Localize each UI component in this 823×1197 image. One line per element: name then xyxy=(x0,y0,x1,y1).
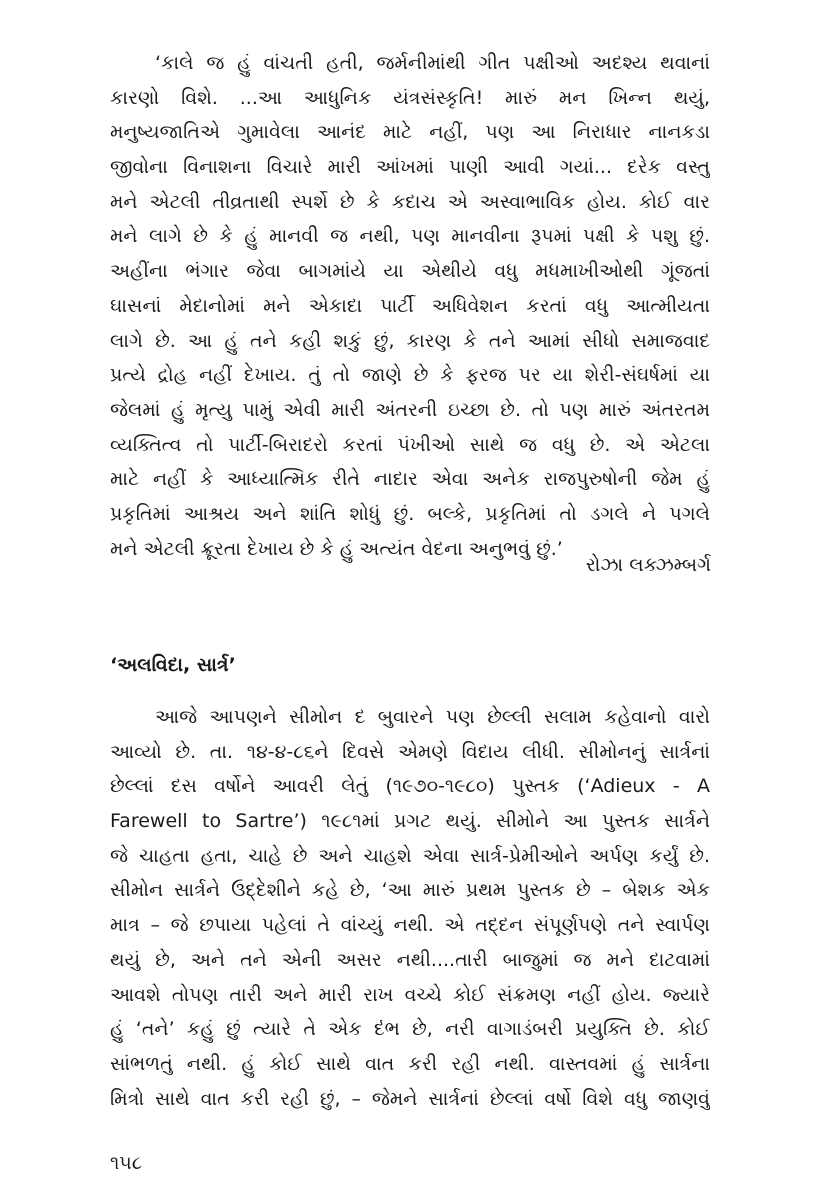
quote-line: જીવોના વિનાશના વિચારે મારી આંખમાં પાણી આવી ગયાં... દરેક વસ્તુ xyxy=(110,156,710,179)
quote-line: પ્રત્યે દ્રોહ નહીં દેખાય. તું તો જાણે છે કે ફરજ પર યા શેરી-સંઘર્ષમાં યા xyxy=(110,364,710,387)
quote-line: કારણો વિશે. ...આ આધુનિક યંત્રસંસ્કૃતિ! મારું મન ખિન્ન થયું, xyxy=(110,86,710,109)
body-line: આજે આપણને સીમોન દ બુવારને પણ છેલ્લી સલામ કહેવાનો વારો xyxy=(155,706,710,728)
quote-line: જેલમાં હું મૃત્યુ પામું એવી મારી અંતરની ઇચ્છા છે. તો પણ મારું અંતરતમ xyxy=(110,398,710,421)
quote-line: લાગે છે. આ હું તને કહી શકું છું, કારણ કે તને આમાં સીધો સમાજવાદ xyxy=(110,329,710,352)
quote-line: વ્યક્તિત્વ તો પાર્ટી-બિરાદરો કરતાં પંખીઓ સાથે જ વધુ છે. એ એટલા xyxy=(110,433,710,456)
quote-line: ઘાસનાં મેદાનોમાં મને એકાદા પાર્ટી અધિવેશન કરતાં વધુ આત્મીયતા xyxy=(110,294,710,317)
quote-line: મને એટલી ક્રૂરતા દેખાય છે કે હું અત્યંત વેદના અનુભવું છું.’ xyxy=(110,537,563,560)
body-line: સીમોન સાર્ત્રને ઉદ્દેશીને કહે છે, ‘આ મારું પ્રથમ પુસ્તક છે – બેશક એક xyxy=(110,879,710,902)
quote-line: ‘કાલે જ હું વાંચતી હતી, જર્મનીમાંથી ગીત પક્ષીઓ અદશ્ય થવાનાં xyxy=(155,52,710,74)
body-line: આવ્યો છે. તા. ૧૪-૪-૮૬ને દિવસે એમણે વિદાય લીધી. સીમોનનું સાર્ત્રનાં xyxy=(110,740,710,763)
body-line: Farewell to Sartre’) ૧૯૮૧માં પ્રગટ થયું. સીમોને આ પુસ્તક સાર્ત્રને xyxy=(110,810,710,833)
body-line: છેલ્લાં દસ વર્ષોને આવરી લેતું (૧૯૭૦-૧૯૮૦) પુસ્તક (‘Adieux - A xyxy=(110,775,710,798)
section-heading: ‘અલવિદા, સાર્ત્ર’ xyxy=(110,654,236,676)
quote-line: અહીંના ભંગાર જેવા બાગમાંયે યા એથીયે વધુ મધમાખીઓથી ગૂંજતાં xyxy=(110,260,710,283)
quote-line: પ્રકૃતિમાં આશ્રય અને શાંતિ શોધું છું. બલ્કે, પ્રકૃતિમાં તો ડગલે ને પગલે xyxy=(110,502,710,525)
body-line: આવશે તોપણ તારી અને મારી રાખ વચ્ચે કોઈ સંક્રમણ નહીં હોય. જ્યારે xyxy=(110,983,710,1006)
quote-line: માટે નહીં કે આધ્યાત્મિક રીતે નાદાર એવા અનેક રાજપુરુષોની જેમ હું xyxy=(110,468,710,491)
quote-line: મનુષ્યજાતિએ ગુમાવેલા આનંદ માટે નહીં, પણ આ નિરાધાર નાનકડા xyxy=(110,121,710,144)
body-line: મિત્રો સાથે વાત કરી રહી છું, – જેમને સાર્ત્રનાં છેલ્લાં વર્ષો વિશે વધુ જાણવું xyxy=(110,1087,710,1110)
quote-line: મને લાગે છે કે હું માનવી જ નથી, પણ માનવીના રૂપમાં પક્ષી કે પશુ છું. xyxy=(110,225,710,248)
body-paragraph xyxy=(110,700,710,1116)
body-line: માત્ર – જે છપાયા પહેલાં તે વાંચ્યું નથી. એ તદ્દન સંપૂર્ણપણે તને સ્વાર્પણ xyxy=(110,914,710,937)
body-line: જે ચાહતા હતા, ચાહે છે અને ચાહશે એવા સાર્ત્ર-પ્રેમીઓને અર્પણ કર્યું છે. xyxy=(110,844,710,867)
quote-line: મને એટલી તીવ્રતાથી સ્પર્શે છે કે કદાચ એ અસ્વાભાવિક હોય. કોઈ વાર xyxy=(110,190,710,213)
body-line: થયું છે, અને તને એની અસર નથી....તારી બાજુમાં જ મને દાટવામાં xyxy=(110,948,710,971)
quote-signature: રોઝા લક્ઝમ્બર્ગ xyxy=(585,554,711,576)
body-line: હું ‘તને’ કહું છું ત્યારે તે એક દંભ છે, નરી વાગાડંબરી પ્રયુક્તિ છે. કોઈ xyxy=(110,1018,710,1041)
quote-paragraph xyxy=(110,46,710,566)
page-number: ૧૫૮ xyxy=(110,1152,143,1174)
body-line: સાંભળતું નથી. હું કોઈ સાથે વાત કરી રહી નથી. વાસ્તવમાં હું સાર્ત્રના xyxy=(110,1052,710,1075)
